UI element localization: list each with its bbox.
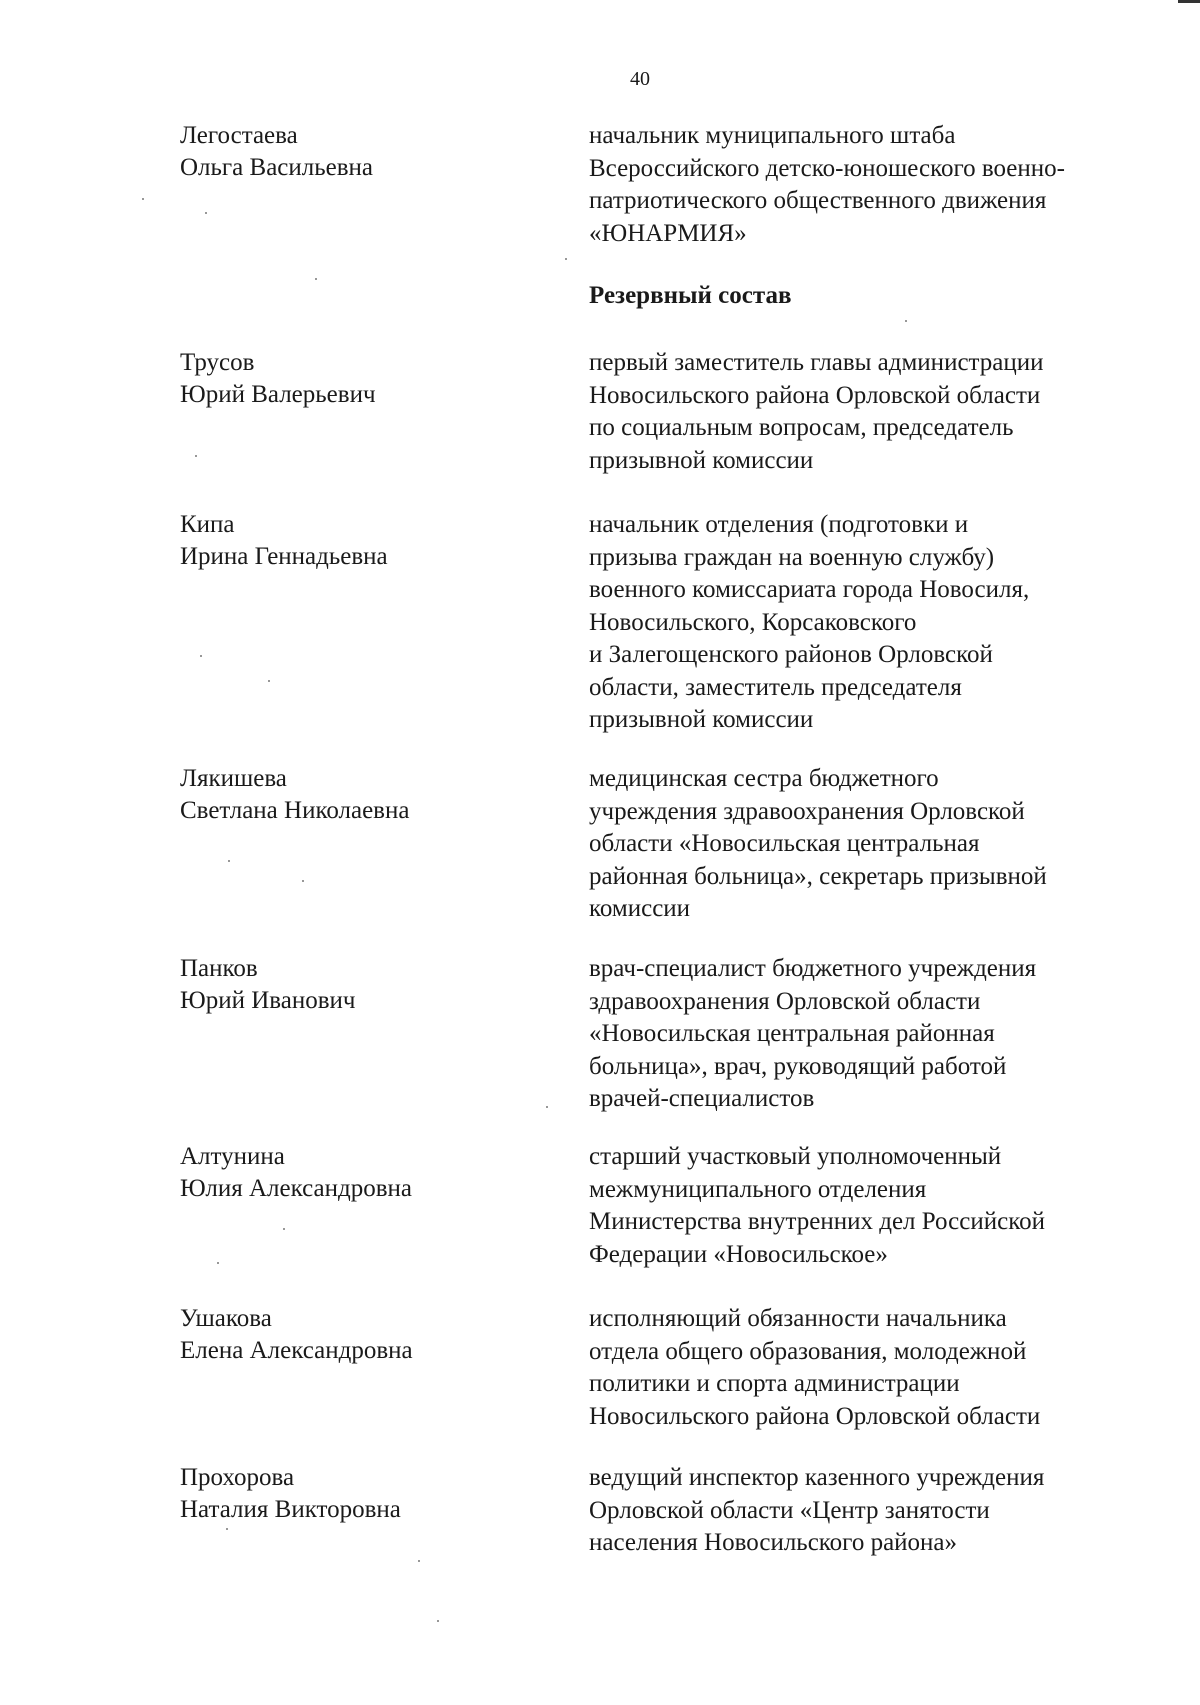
role-line: призывной комиссии <box>589 706 814 733</box>
role-line: начальник отделения (подготовки и <box>589 511 969 538</box>
role-line: первый заместитель главы администрации <box>589 349 1044 376</box>
role-line: и Залегощенского районов Орловской <box>589 641 993 668</box>
scan-speck <box>226 1528 228 1530</box>
member-surname: Ушакова <box>180 1305 272 1332</box>
scan-speck <box>142 198 144 200</box>
scan-speck <box>315 278 317 280</box>
member-name <box>180 763 560 827</box>
member-given-names: Ирина Геннадьевна <box>180 543 388 570</box>
role-line: Всероссийского детско-юношеского военно- <box>589 154 1065 182</box>
member-given-names: Светлана Николаевна <box>180 797 410 824</box>
member-name <box>180 1462 560 1526</box>
member-surname: Панков <box>180 955 258 982</box>
role-line: по социальным вопросам, председатель <box>589 414 1014 441</box>
scan-edge-mark <box>1178 0 1200 3</box>
role-line: медицинская сестра бюджетного <box>589 765 939 792</box>
member-name <box>180 120 560 184</box>
role-line: исполняющий обязанности начальника <box>589 1305 1007 1332</box>
role-line: населения Новосильского района» <box>589 1529 958 1556</box>
member-given-names: Юлия Александровна <box>180 1175 412 1202</box>
role-line: военного комиссариата города Новосиля, <box>589 576 1030 603</box>
role-line: призыва граждан на военную службу) <box>589 543 995 571</box>
role-line: Министерства внутренних дел Российской <box>589 1208 1045 1235</box>
member-role <box>589 1462 1149 1560</box>
member-role <box>589 1303 1149 1433</box>
role-line: начальник муниципального штаба <box>589 122 956 149</box>
role-line: Орловской области «Центр занятости <box>589 1496 990 1524</box>
scan-speck <box>268 680 270 682</box>
member-name <box>180 1303 560 1367</box>
scan-speck <box>283 1228 285 1230</box>
member-given-names: Юрий Иванович <box>180 987 356 1014</box>
role-line: больница», врач, руководящий работой <box>589 1052 1007 1080</box>
role-line: патриотического общественного движения <box>589 187 1047 214</box>
role-line: «ЮНАРМИЯ» <box>589 219 747 247</box>
role-line: старший участковый уполномоченный <box>589 1143 1002 1170</box>
scan-speck <box>217 1262 219 1264</box>
scan-speck <box>565 258 567 260</box>
scan-speck <box>195 455 197 457</box>
page-number: 40 <box>630 68 650 90</box>
scan-speck <box>200 655 202 657</box>
role-line: области «Новосильская центральная <box>589 830 980 857</box>
member-role <box>589 347 1149 477</box>
member-role <box>589 763 1149 926</box>
member-name <box>180 1141 560 1205</box>
role-line: межмуниципального отделения <box>589 1175 927 1203</box>
scan-speck <box>546 1106 548 1108</box>
role-line: районная больница», секретарь призывной <box>589 862 1047 890</box>
role-line: области, заместитель председателя <box>589 673 962 701</box>
member-surname: Кипа <box>180 511 235 538</box>
member-name <box>180 509 560 573</box>
member-role <box>589 1141 1149 1271</box>
role-line: призывной комиссии <box>589 446 814 474</box>
role-line: здравоохранения Орловской области <box>589 987 981 1015</box>
section-heading-reserve: Резервный состав <box>589 282 792 309</box>
member-given-names: Наталия Викторовна <box>180 1496 401 1523</box>
scan-speck <box>228 860 230 862</box>
role-line: «Новосильская центральная районная <box>589 1020 995 1047</box>
role-line: комиссии <box>589 895 691 922</box>
role-line: учреждения здравоохранения Орловской <box>589 797 1025 825</box>
member-role <box>589 120 1149 250</box>
member-role <box>589 509 1149 737</box>
role-line: Новосильского района Орловской области <box>589 381 1041 409</box>
scan-speck <box>302 880 304 882</box>
scan-speck <box>418 1560 420 1562</box>
scan-speck <box>437 1620 439 1622</box>
member-surname: Трусов <box>180 349 255 376</box>
role-line: врачей-специалистов <box>589 1085 815 1112</box>
member-given-names: Елена Александровна <box>180 1337 413 1364</box>
role-line: политики и спорта администрации <box>589 1370 960 1397</box>
member-surname: Прохорова <box>180 1464 295 1491</box>
member-given-names: Юрий Валерьевич <box>180 381 376 408</box>
member-name <box>180 953 560 1017</box>
scan-speck <box>205 212 207 214</box>
scan-speck <box>905 320 907 322</box>
member-role <box>589 953 1149 1116</box>
member-surname: Лякишева <box>180 765 287 792</box>
role-line: Федерации «Новосильское» <box>589 1240 888 1268</box>
role-line: ведущий инспектор казенного учреждения <box>589 1464 1045 1491</box>
member-given-names: Ольга Васильевна <box>180 154 374 181</box>
role-line: Новосильского района Орловской области <box>589 1402 1041 1430</box>
member-surname: Легостаева <box>180 122 298 149</box>
member-name <box>180 347 560 411</box>
member-surname: Алтунина <box>180 1143 285 1170</box>
role-line: врач-специалист бюджетного учреждения <box>589 955 1037 982</box>
role-line: отдела общего образования, молодежной <box>589 1337 1027 1365</box>
role-line: Новосильского, Корсаковского <box>589 608 917 636</box>
